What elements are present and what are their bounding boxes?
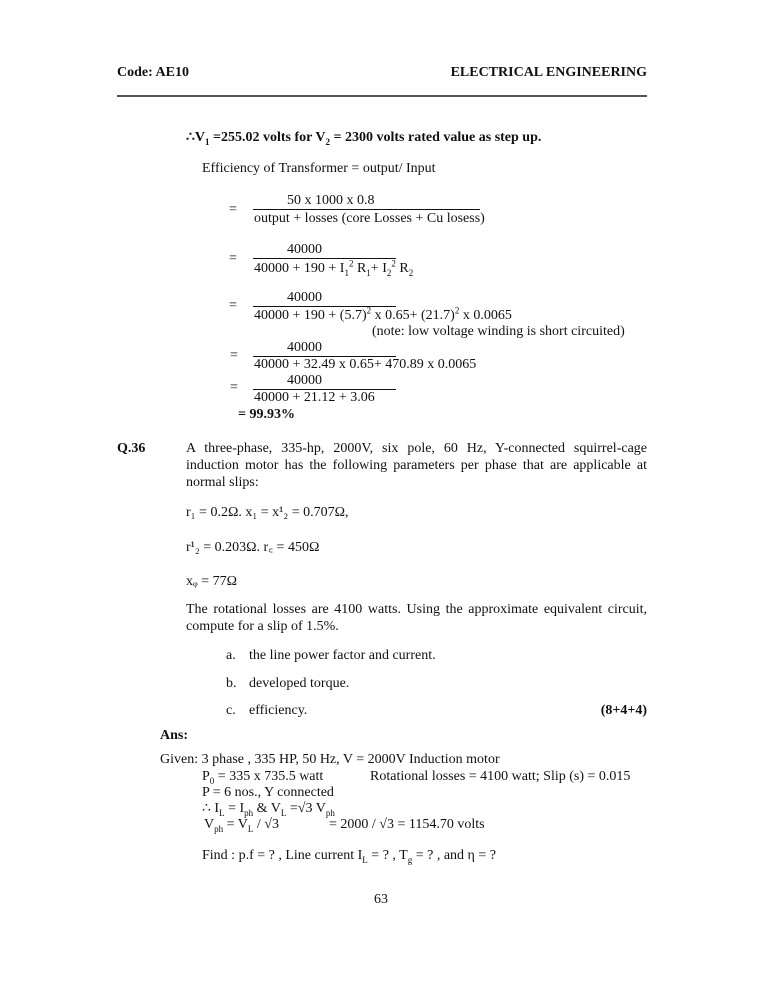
rotational-losses-slip: Rotational losses = 4100 watt; Slip (s) = 0.015 bbox=[370, 769, 631, 784]
subquestion-c-label: c. bbox=[226, 703, 236, 718]
question-text-line-3: normal slips: bbox=[186, 475, 259, 490]
transformer-voltage-result: $\therefore V_1 =255.02$ volts for $V_2 = 2300$ volts rated value as step up. bbox=[186, 130, 542, 147]
fraction-numerator: 50 x 1000 x 0.8 bbox=[287, 193, 375, 208]
subquestion-a-label: a. bbox=[226, 648, 236, 663]
fraction-denominator: 40000 + 32.49 x 0.65+ 470.89 x 0.0065 bbox=[254, 357, 477, 372]
phase-voltage-formula: $V_{ph} = V_L / √3$ bbox=[204, 817, 279, 834]
fraction-numerator: 40000 bbox=[287, 242, 322, 257]
equals-sign: = bbox=[229, 251, 237, 266]
fraction-numerator: 40000 bbox=[287, 340, 322, 355]
subquestion-a-text: the line power factor and current. bbox=[249, 648, 436, 663]
fraction-bar bbox=[253, 306, 396, 307]
fraction-denominator: 40000 + 21.12 + 3.06 bbox=[254, 390, 375, 405]
efficiency-definition: Efficiency of Transformer = output/ Input bbox=[202, 161, 436, 176]
document-subject: ELECTRICAL ENGINEERING bbox=[450, 65, 647, 80]
fraction-bar bbox=[253, 209, 480, 210]
output-power: $P_0 = 335$ x 735.5 watt bbox=[202, 769, 324, 786]
efficiency-result: = 99.93% bbox=[238, 407, 295, 422]
fraction-bar bbox=[253, 258, 396, 259]
fraction-denominator: $40000 + 190 + I_1^2$ $R_1+ I_2^2$ $R_2$ bbox=[254, 258, 414, 278]
parameter-xphi: xᵩ = 77Ω bbox=[186, 574, 237, 589]
marks-distribution: (8+4+4) bbox=[600, 703, 647, 718]
subquestion-c-text: efficiency. bbox=[249, 703, 308, 718]
page-number: 63 bbox=[374, 892, 388, 907]
equals-sign: = bbox=[229, 202, 237, 217]
answer-heading: Ans: bbox=[160, 728, 189, 743]
note-text: (note: low voltage winding is short circuited) bbox=[372, 324, 625, 339]
given-line: Given: 3 phase , 335 HP, 50 Hz, V = 2000V Induction motor bbox=[160, 752, 500, 767]
poles-connection: P = 6 nos., Y connected bbox=[202, 785, 334, 800]
fraction-denominator: output + losses (core Losses + Cu losess) bbox=[254, 211, 485, 226]
question-number: Q.36 bbox=[117, 441, 146, 456]
parameter-r2-rc: r¹₂ = 0.203Ω. r꜀ = 450Ω bbox=[186, 540, 320, 555]
subquestion-b-label: b. bbox=[226, 676, 237, 691]
fraction-denominator: $40000 + 190 + (5.7)^2$ x $0.65+ (21.7)^2$ x 0.0065 bbox=[254, 305, 512, 323]
question-text-line-2: induction motor has the following parameters per phase that are applicable at bbox=[186, 458, 647, 473]
rotational-losses-line-2: compute for a slip of 1.5%. bbox=[186, 619, 339, 634]
rotational-losses-line-1: The rotational losses are 4100 watts. Using the approximate equivalent circuit, bbox=[186, 602, 647, 617]
current-voltage-relation: ∴ $I_L = I_{ph}$ & $V_L =√3$ $V_{ph}$ bbox=[202, 801, 335, 818]
document-code: Code: AE10 bbox=[117, 65, 189, 80]
question-text-line-1: A three-phase, 335-hp, 2000V, six pole, 60 Hz, Y-connected squirrel-cage bbox=[186, 441, 647, 456]
fraction-numerator: 40000 bbox=[287, 290, 322, 305]
parameter-r1-x1: r₁ = 0.2Ω. x₁ = x¹₂ = 0.707Ω, bbox=[186, 505, 349, 520]
equals-sign: = bbox=[230, 380, 238, 395]
fraction-numerator: 40000 bbox=[287, 373, 322, 388]
find-line: Find : p.f = ? , Line current $I_L$ = ? , $T_g$ = ? , and η = ? bbox=[202, 848, 496, 865]
phase-voltage-result: = 2000 / √3 = 1154.70 volts bbox=[329, 817, 485, 832]
header-divider bbox=[117, 95, 647, 97]
equals-sign: = bbox=[229, 298, 237, 313]
subquestion-b-text: developed torque. bbox=[249, 676, 350, 691]
equals-sign: = bbox=[230, 348, 238, 363]
